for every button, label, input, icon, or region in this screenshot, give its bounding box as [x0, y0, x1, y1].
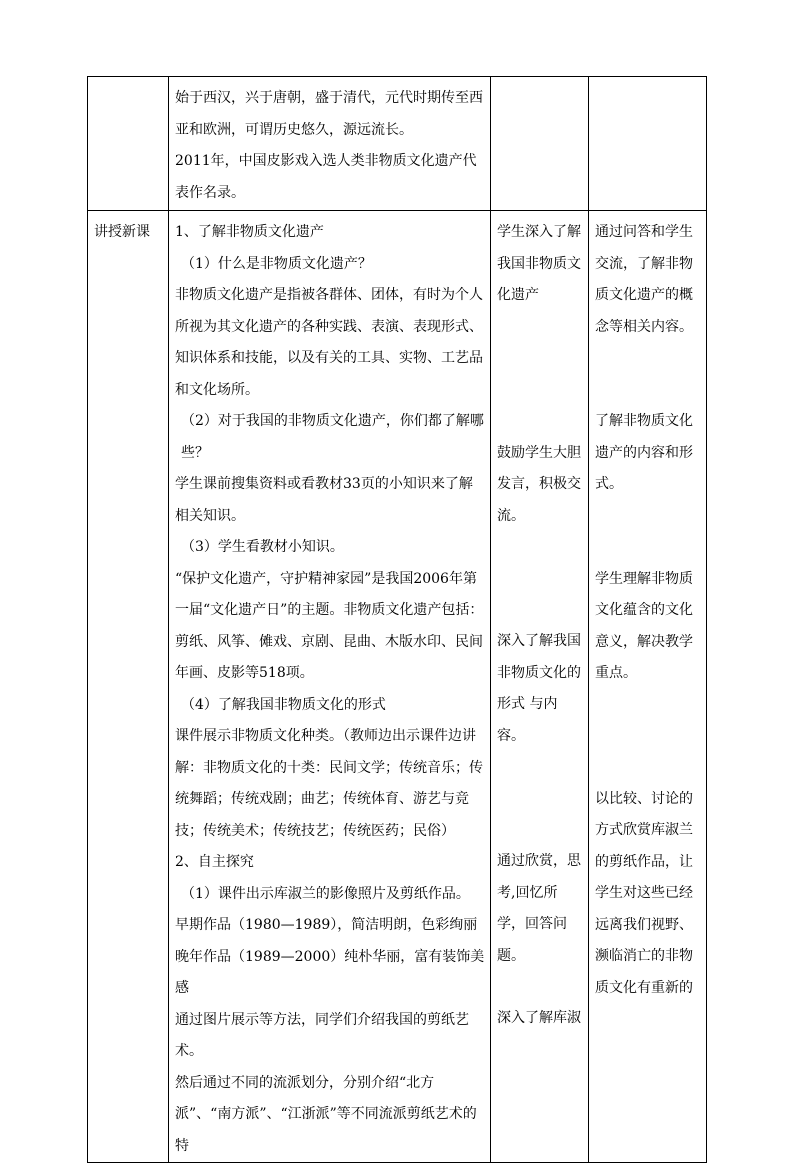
intent-cell	[589, 211, 707, 1163]
content-line: 早期作品（1980—1989），简洁明朗，色彩绚丽	[175, 917, 478, 933]
spacer	[497, 752, 583, 846]
table-row	[88, 211, 707, 1163]
student-activity: 鼓励学生大胆发言，积极交流。	[497, 444, 581, 524]
lesson-plan-table	[87, 76, 707, 1163]
heritage-list-paragraph: 2011年，中国皮影戏入选人类非物质文化遗产代表作名录。	[175, 153, 477, 201]
table-row	[88, 77, 707, 211]
content-cell	[169, 77, 491, 211]
content-paragraph: “保护文化遗产，守护精神家园”是我国2006年第一届“文化遗产日”的主题。非物质文化遗产包括：剪纸、风筝、傩戏、京剧、昆曲、木版水印、民间年画、皮影等518项。	[175, 570, 484, 681]
question-heading: （1）什么是非物质文化遗产？	[181, 255, 372, 272]
spacer	[595, 690, 701, 784]
student-activity: 深入了解库淑	[497, 1010, 581, 1026]
question-heading: （4）了解我国非物质文化的形式	[181, 696, 386, 713]
student-activity: 通过欣赏，思考,回忆所学，回答问题。	[497, 853, 581, 964]
question-heading: （3）学生看教材小知识。	[181, 539, 344, 555]
content-paragraph: 非物质文化遗产是指被各群体、团体，有时为个人所视为其文化遗产的各种实践、表演、表现形式、知识体系和技能，以及有关的工具、实物、工艺品和文化场所。	[175, 287, 483, 398]
history-paragraph: 始于西汉，兴于唐朝，盛于清代，元代时期传至西亚和欧洲，可谓历史悠久，源远流长。	[175, 90, 483, 138]
student-cell	[491, 211, 589, 1163]
content-paragraph: 然后通过不同的流派划分，分别介绍“北方派”、“南方派”、“江浙派”等不同流派剪纸艺术的特	[175, 1074, 477, 1154]
section-title: 2、自主探究	[175, 854, 254, 870]
student-activity: 学生深入了解我国非物质文化遗产	[497, 224, 581, 303]
content-line: 通过图片展示等方法，同学们介绍我国的剪纸艺术。	[175, 1011, 469, 1059]
spacer	[595, 501, 701, 564]
student-activity: 深入了解我国非物质文化的形式 与内容。	[497, 633, 581, 744]
question-heading: （1）课件出示库淑兰的影像照片及剪纸作品。	[181, 885, 470, 902]
spacer	[497, 532, 583, 626]
design-intent: 学生理解非物质文化蕴含的文化意义，解决教学重点。	[595, 570, 693, 681]
student-cell-empty	[491, 77, 589, 211]
question-heading: （2）对于我国的非物质文化遗产，你们都了解哪些？	[181, 413, 484, 461]
content-cell	[169, 211, 491, 1163]
intent-cell-empty	[589, 77, 707, 211]
content-paragraph: 课件展示非物质文化种类。（教师边出示课件边讲解：非物质文化的十类：民间文学；传统音乐；传统舞蹈；传统戏剧；曲艺；传统体育、游艺与竞技；传统美术；传统技艺；传统医药；民俗）	[175, 728, 483, 839]
stage-label: 讲授新课	[94, 224, 150, 240]
design-intent: 了解非物质文化遗产的内容和形式。	[595, 413, 693, 492]
section-title: 1、了解非物质文化遗产	[175, 224, 324, 240]
content-paragraph: 学生课前搜集资料或看教材33页的小知识来了解相关知识。	[175, 476, 473, 524]
content-line: 晚年作品（1989—2000）纯朴华丽，富有装饰美感	[175, 948, 485, 996]
design-intent: 通过问答和学生交流，了解非物质文化遗产的概念等相关内容。	[595, 224, 693, 335]
spacer	[497, 312, 583, 438]
stage-cell-empty	[88, 77, 169, 211]
stage-cell	[88, 211, 169, 1163]
spacer	[497, 972, 583, 1003]
spacer	[595, 343, 701, 406]
design-intent: 以比较、讨论的方式欣赏库淑兰的剪纸作品，让学生对这些已经远离我们视野、濒临消亡的非物质文化有重新的	[595, 790, 693, 996]
